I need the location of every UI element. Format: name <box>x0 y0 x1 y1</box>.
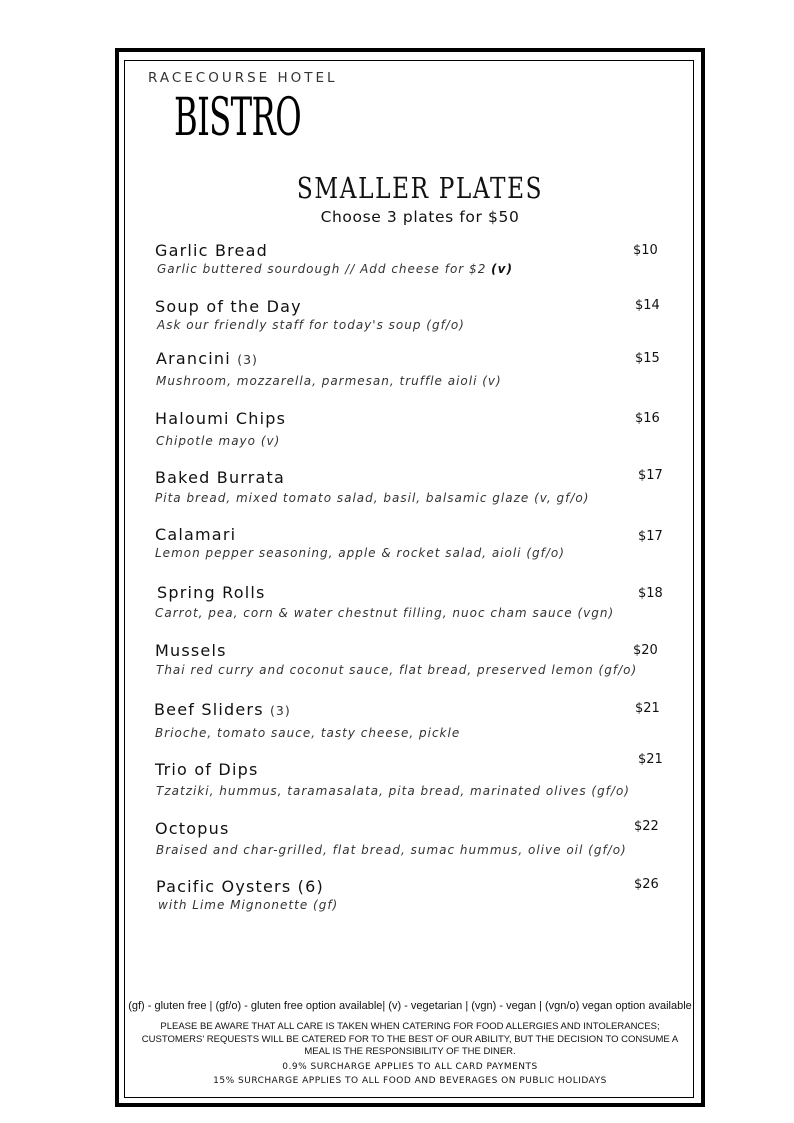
menu-item-price: $15 <box>635 351 660 366</box>
menu-item-price: $26 <box>634 877 659 892</box>
section-title: SMALLER PLATES <box>296 171 544 205</box>
menu-item-description: with Lime Mignonette (gf) <box>158 898 339 912</box>
item-quantity: (3) <box>237 352 258 367</box>
menu-item-name <box>155 241 268 260</box>
section-subtitle: Choose 3 plates for $50 <box>320 208 520 226</box>
holiday-surcharge-note: 15% SURCHARGE APPLIES TO ALL FOOD AND BEVERAGES ON PUBLIC HOLIDAYS <box>213 1076 607 1086</box>
item-quantity: (3) <box>270 703 291 718</box>
menu-item-price: $14 <box>635 298 660 313</box>
menu-item-name: Calamari <box>155 525 237 544</box>
menu-item-price: $20 <box>633 643 658 658</box>
item-name-text: Beef Sliders <box>154 700 264 719</box>
menu-item-name: Baked Burrata <box>155 468 286 487</box>
menu-item-name: Haloumi Chips <box>155 409 287 428</box>
menu-item-price: $16 <box>635 411 660 426</box>
item-desc-text: Garlic buttered sourdough // Add cheese for $2 <box>157 262 492 276</box>
menu-item-description: Pita bread, mixed tomato salad, basil, balsamic glaze (v, gf/o) <box>155 491 590 505</box>
menu-item-name <box>156 349 258 368</box>
menu-item-price: $22 <box>634 819 659 834</box>
dietary-tag: (v) <box>491 262 513 276</box>
menu-item-description: Tzatziki, hummus, taramasalata, pita bread, marinated olives (gf/o) <box>156 784 630 798</box>
menu-item-price: $18 <box>638 586 663 601</box>
menu-item-price: $17 <box>638 529 663 544</box>
card-surcharge-note: 0.9% SURCHARGE APPLIES TO ALL CARD PAYMENTS <box>282 1062 538 1072</box>
menu-item-price: $21 <box>638 752 663 767</box>
menu-item-price: $21 <box>635 701 660 716</box>
menu-item-name: Pacific Oysters (6) <box>156 877 324 896</box>
menu-item-price: $17 <box>638 468 663 483</box>
menu-item-description: Braised and char-grilled, flat bread, sumac hummus, olive oil (gf/o) <box>156 843 627 857</box>
menu-item-description: Chipotle mayo (v) <box>156 434 281 448</box>
menu-item-name: Trio of Dips <box>155 760 259 779</box>
menu-item-name: Spring Rolls <box>157 583 266 602</box>
menu-item-name: Soup of the Day <box>155 297 302 316</box>
menu-item-name <box>154 700 291 719</box>
menu-item-name: Octopus <box>155 819 230 838</box>
menu-item-description <box>157 262 513 276</box>
menu-item-price: $10 <box>633 243 658 258</box>
menu-item-description: Thai red curry and coconut sauce, flat bread, preserved lemon (gf/o) <box>156 663 638 677</box>
item-name-text: Arancini <box>156 349 238 368</box>
venue-title: BISTRO <box>174 88 302 148</box>
menu-item-description: Lemon pepper seasoning, apple & rocket salad, aioli (gf/o) <box>155 546 565 560</box>
menu-item-description: Carrot, pea, corn & water chestnut filling, nuoc cham sauce (vgn) <box>155 606 615 620</box>
hotel-name: RACECOURSE HOTEL <box>148 70 338 86</box>
menu-item-description: Ask our friendly staff for today's soup (gf/o) <box>157 318 465 332</box>
dietary-legend: (gf) - gluten free | (gf/o) - gluten free option available| (v) - vegetarian | (vgn) - vegan | (vgn/o) vegan option available <box>128 1000 692 1012</box>
item-name-text: Garlic Bread <box>155 241 268 260</box>
allergy-notice: PLEASE BE AWARE THAT ALL CARE IS TAKEN WHEN CATERING FOR FOOD ALLERGIES AND INTOLERANCES; CUSTOMERS' REQUESTS WILL BE CATERED FOR TO THE BEST OF OUR ABILITY, BUT THE DECISION TO CONSUME A MEAL IS THE RESPONSIBILITY OF THE DINER. <box>141 1021 679 1057</box>
menu-item-name: Mussels <box>155 641 227 660</box>
menu-item-description: Brioche, tomato sauce, tasty cheese, pickle <box>155 726 461 740</box>
menu-item-description: Mushroom, mozzarella, parmesan, truffle aioli (v) <box>156 374 502 388</box>
